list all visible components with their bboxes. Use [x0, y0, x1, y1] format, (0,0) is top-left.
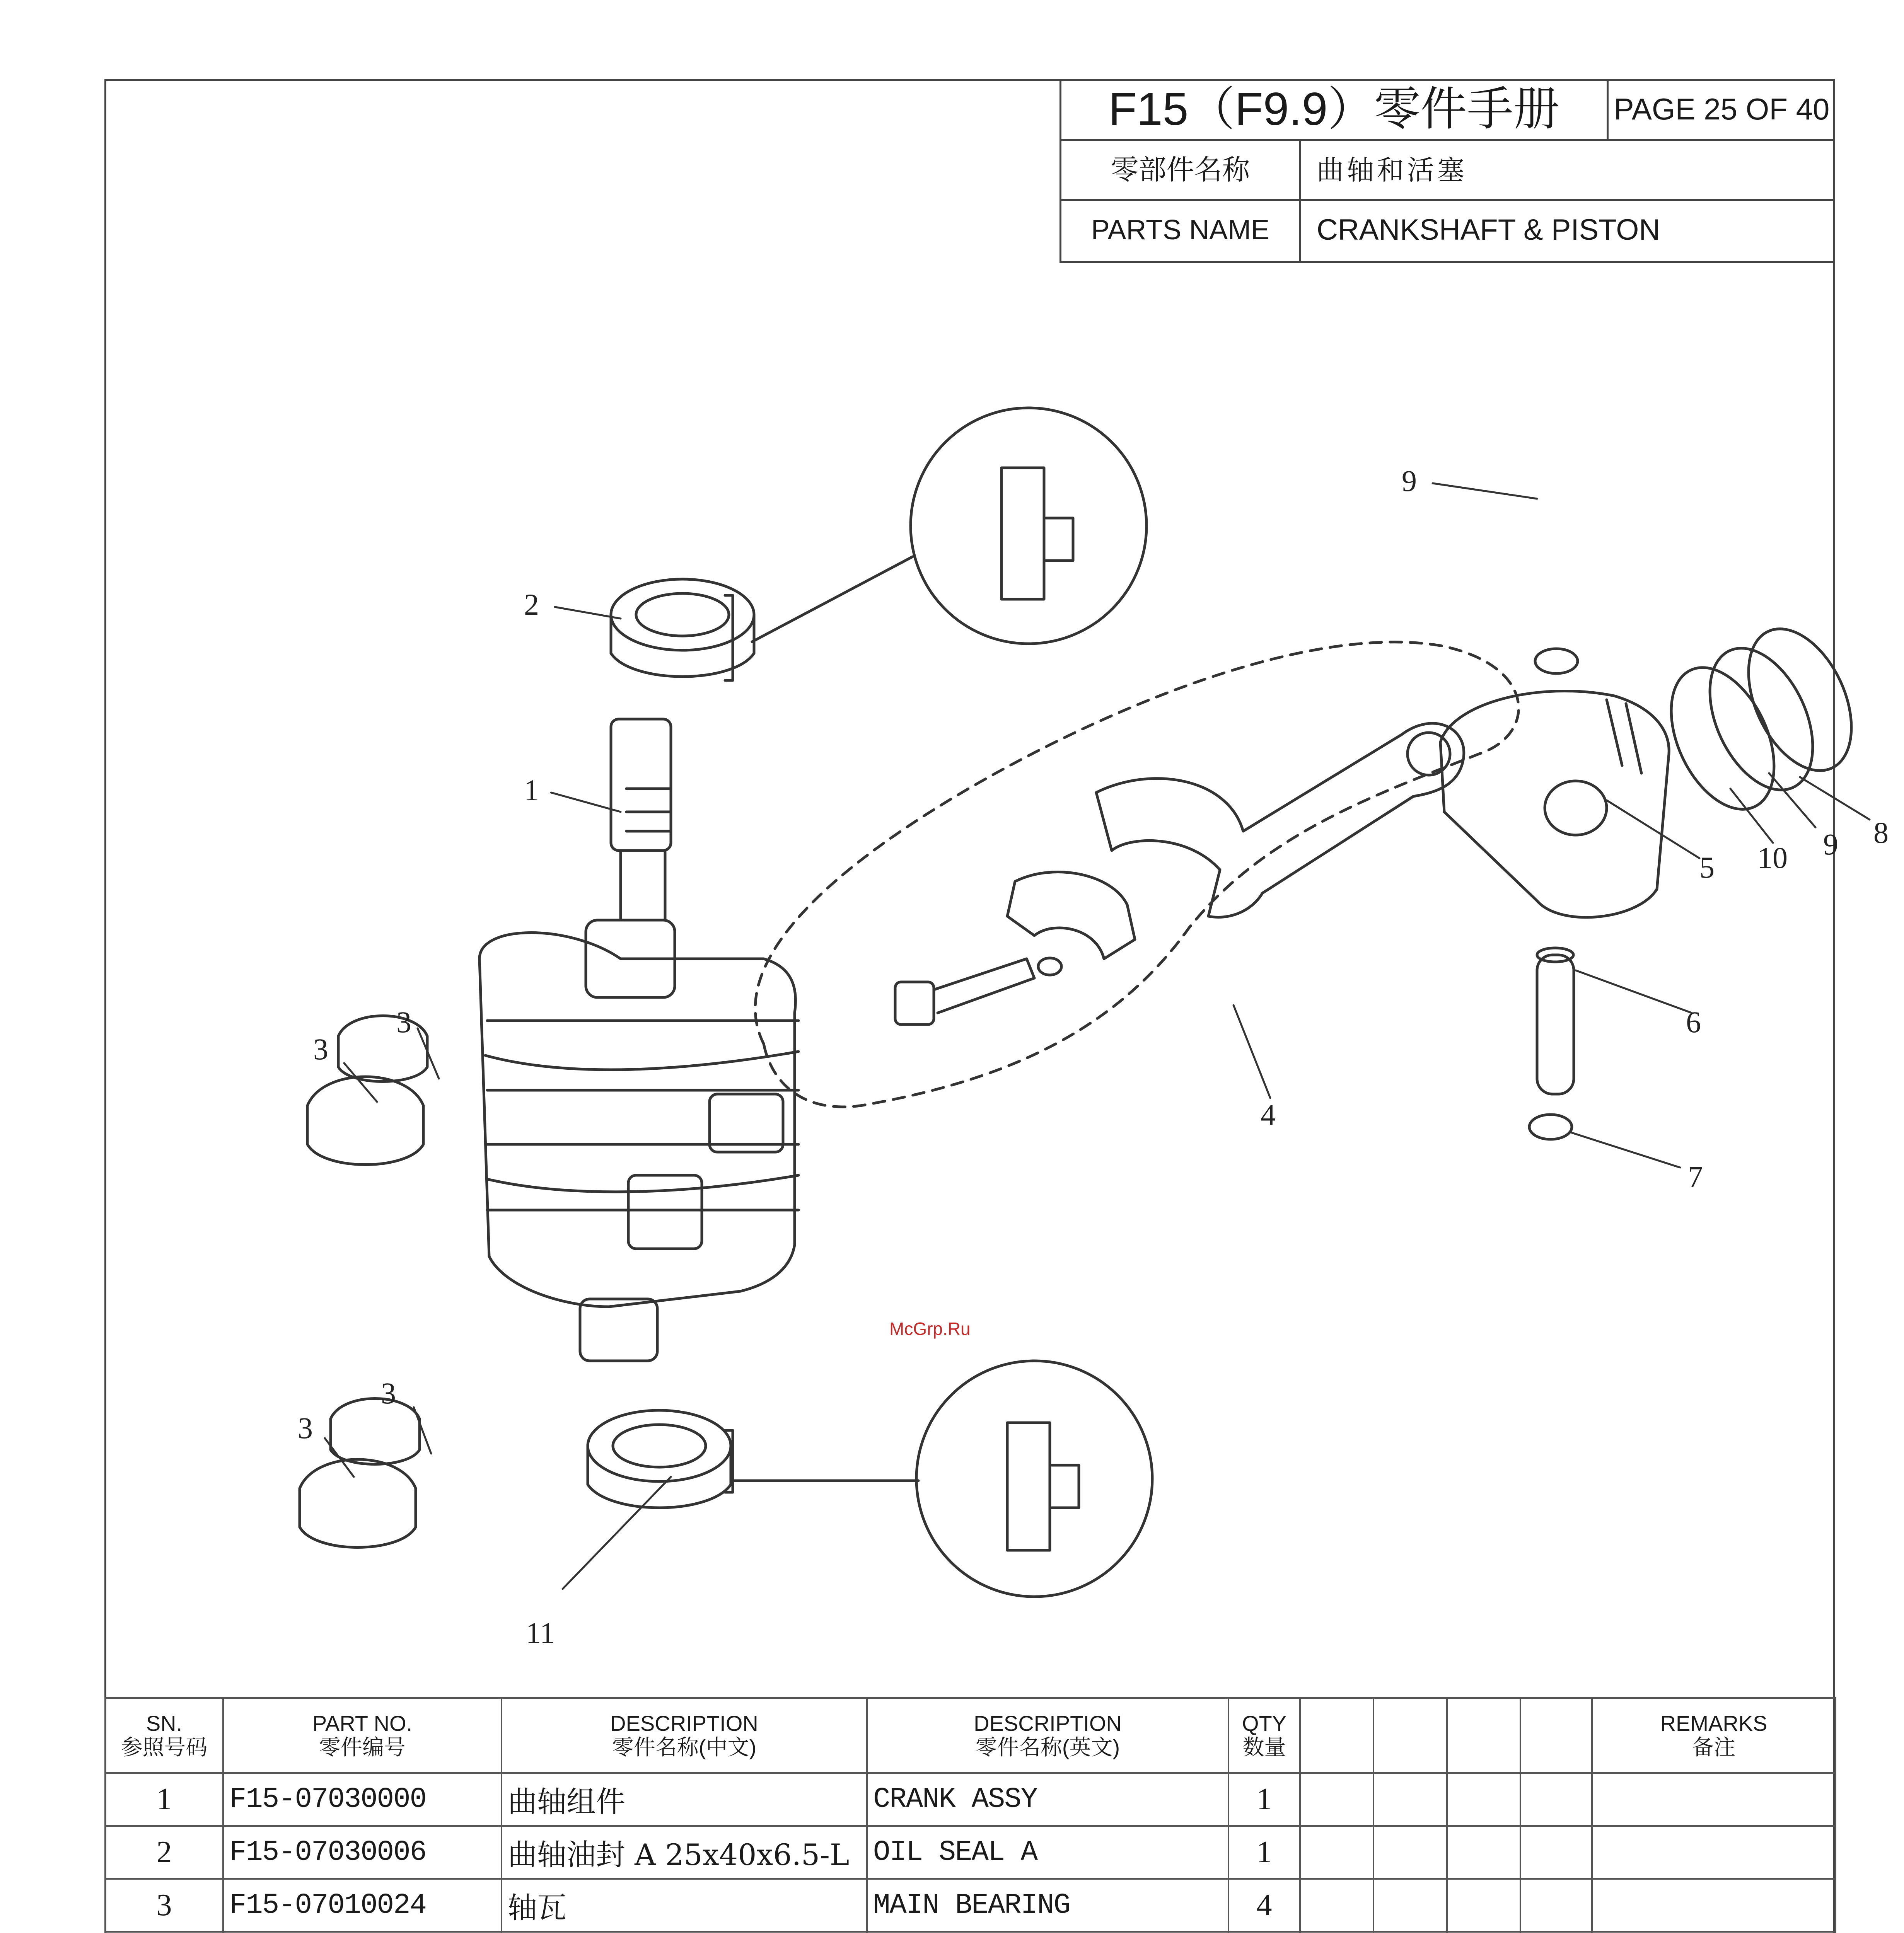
callout-11: 11	[526, 1616, 555, 1650]
cell-remarks	[1592, 1879, 1836, 1932]
parts-name-cn-row	[1061, 141, 1835, 201]
header-blank-2	[1373, 1698, 1447, 1773]
piston-rings-drawing	[1650, 613, 1872, 826]
parts-name-en-row	[1061, 201, 1835, 261]
cell-desc-cn: 曲轴油封 A 25x40x6.5-L	[502, 1826, 867, 1879]
header-qty: QTY 数量	[1228, 1698, 1300, 1773]
callout-leaders	[325, 483, 1870, 1589]
circlip-upper-drawing	[1535, 649, 1578, 673]
rod-bolt-drawing	[895, 958, 1061, 1024]
cell-blank	[1373, 1879, 1447, 1932]
callout-5: 5	[1699, 851, 1715, 884]
cell-qty: 4	[1228, 1879, 1300, 1932]
parts-name-value-cn: 曲轴和活塞	[1317, 154, 1467, 186]
parts-table-body	[105, 1773, 1836, 1933]
callout-3-c: 3	[381, 1376, 396, 1410]
cell-remarks	[1592, 1773, 1836, 1826]
crankshaft-drawing	[479, 719, 798, 1361]
cell-remarks	[1592, 1826, 1836, 1879]
cell-blank	[1373, 1826, 1447, 1879]
parts-table	[104, 1697, 1836, 1933]
callout-9-a: 9	[1402, 464, 1417, 498]
callout-4: 4	[1261, 1098, 1276, 1132]
connecting-rod-group-outline	[755, 642, 1518, 1107]
callout-9-b: 9	[1823, 827, 1838, 861]
table-row	[105, 1879, 1836, 1932]
parts-name-label-en: PARTS NAME	[1061, 201, 1301, 261]
oil-seal-a-drawing	[611, 579, 754, 680]
callout-7: 7	[1688, 1160, 1703, 1193]
table-row	[105, 1773, 1836, 1826]
cell-blank	[1447, 1879, 1520, 1932]
table-header-row	[105, 1698, 1836, 1773]
parts-name-value-en: CRANKSHAFT & PISTON	[1317, 213, 1660, 246]
cell-blank	[1520, 1773, 1592, 1826]
oil-seal-b-drawing	[588, 1410, 733, 1508]
detail-circle-upper	[752, 408, 1146, 644]
cell-qty: 1	[1228, 1773, 1300, 1826]
header-desc-cn: DESCRIPTION 零件名称(中文)	[502, 1698, 867, 1773]
cell-blank	[1447, 1826, 1520, 1879]
cell-part-no: F15-07030000	[223, 1773, 502, 1826]
callout-10: 10	[1757, 841, 1788, 874]
callout-3-b: 3	[313, 1032, 328, 1066]
cell-desc-en: MAIN BEARING	[867, 1879, 1228, 1932]
cell-sn: 1	[105, 1773, 223, 1826]
title-block	[1059, 79, 1835, 263]
circlip-lower-drawing	[1529, 1115, 1572, 1139]
manual-title: F15（F9.9）零件手册	[1061, 79, 1609, 139]
header-blank-3	[1447, 1698, 1520, 1773]
callout-2: 2	[524, 588, 539, 621]
detail-circle-lower	[733, 1361, 1152, 1597]
title-row	[1061, 79, 1835, 141]
header-blank-4	[1520, 1698, 1592, 1773]
callout-1: 1	[524, 773, 539, 807]
cell-desc-en: OIL SEAL A	[867, 1826, 1228, 1879]
header-part-no: PART NO. 零件编号	[223, 1698, 502, 1773]
callout-3-a: 3	[396, 1005, 411, 1039]
cell-blank	[1447, 1773, 1520, 1826]
cell-part-no: F15-07030006	[223, 1826, 502, 1879]
cell-blank	[1373, 1773, 1447, 1826]
exploded-diagram	[106, 348, 1889, 1697]
callout-3-d: 3	[298, 1411, 313, 1445]
cell-sn: 2	[105, 1826, 223, 1879]
callout-6: 6	[1686, 1005, 1701, 1039]
header-blank-1	[1300, 1698, 1373, 1773]
table-row	[105, 1826, 1836, 1879]
header-desc-en: DESCRIPTION 零件名称(英文)	[867, 1698, 1228, 1773]
callout-8: 8	[1873, 816, 1889, 849]
header-remarks: REMARKS 备注	[1592, 1698, 1836, 1773]
cell-desc-cn: 轴瓦	[502, 1879, 867, 1932]
cell-desc-cn: 曲轴组件	[502, 1773, 867, 1826]
cell-blank	[1520, 1879, 1592, 1932]
main-bearing-lower-drawing	[300, 1399, 420, 1548]
page-number: PAGE 25 OF 40	[1614, 92, 1830, 126]
parts-name-label-cn: 零部件名称	[1061, 141, 1301, 199]
cell-part-no: F15-07010024	[223, 1879, 502, 1932]
header-sn: SN. 参照号码	[105, 1698, 223, 1773]
cell-blank	[1520, 1826, 1592, 1879]
watermark: McGrp.Ru	[889, 1319, 971, 1339]
cell-qty: 1	[1228, 1826, 1300, 1879]
cell-sn: 3	[105, 1879, 223, 1932]
cell-blank	[1300, 1826, 1373, 1879]
piston-pin-drawing	[1537, 948, 1574, 1094]
rod-cap-drawing	[1007, 872, 1135, 959]
piston-drawing	[1440, 691, 1669, 917]
connecting-rod-drawing	[1096, 723, 1464, 917]
cell-desc-en: CRANK ASSY	[867, 1773, 1228, 1826]
cell-blank	[1300, 1879, 1373, 1932]
cell-blank	[1300, 1773, 1373, 1826]
